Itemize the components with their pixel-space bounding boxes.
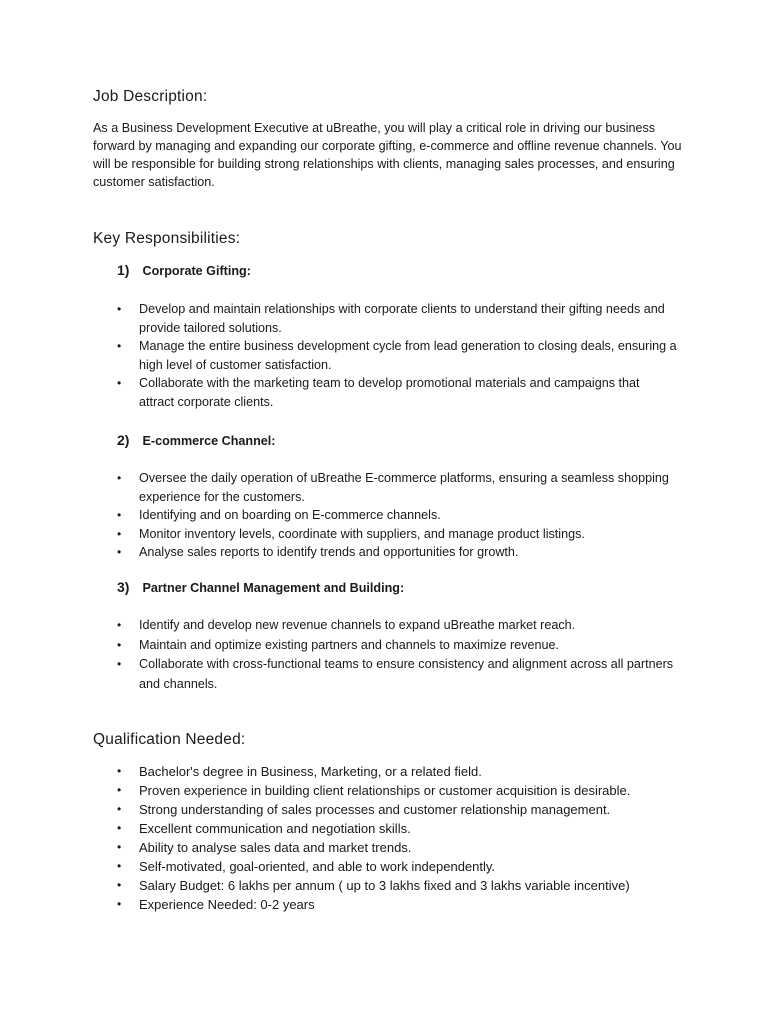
- bullet-icon: •: [117, 526, 122, 541]
- list-item: • Ability to analyse sales data and market trends.: [117, 840, 412, 855]
- list-item: • Salary Budget: 6 lakhs per annum ( up to 3 lakhs fixed and 3 lakhs variable incentive): [117, 878, 630, 893]
- bullet-icon: •: [117, 840, 122, 854]
- bullet-icon: •: [117, 376, 122, 390]
- list-item: • Bachelor's degree in Business, Marketing, or a related field.: [117, 764, 482, 779]
- qualification-heading: Qualification Needed:: [93, 731, 246, 748]
- list-item: • Collaborate with cross-functional teams to ensure consistency and alignment across all partners and channels.: [117, 657, 674, 691]
- job-description-heading: Job Description:: [93, 88, 208, 105]
- bullet-icon: •: [117, 339, 122, 353]
- section-2-title: [117, 432, 275, 448]
- list-item: • Analyse sales reports to identify trends and opportunities for growth.: [117, 543, 677, 562]
- list-item: • Monitor inventory levels, coordinate with suppliers, and manage product listings.: [117, 525, 677, 544]
- list-item: • Experience Needed: 0-2 years: [117, 897, 315, 912]
- bullet-icon: •: [117, 764, 122, 778]
- bullet-icon: •: [117, 637, 122, 652]
- section-title: Corporate Gifting:: [142, 264, 251, 278]
- bullet-icon: •: [117, 878, 122, 892]
- bullet-icon: •: [117, 302, 122, 316]
- bullet-icon: •: [117, 859, 122, 873]
- bullet-icon: •: [117, 821, 122, 835]
- list-item: • Strong understanding of sales processes and customer relationship management.: [117, 802, 611, 817]
- list-item: • Identify and develop new revenue channels to expand uBreathe market reach.: [117, 616, 677, 636]
- section-title: E-commerce Channel:: [142, 434, 276, 448]
- bullet-icon: •: [117, 657, 122, 671]
- bullet-icon: •: [117, 802, 122, 816]
- list-item: • Manage the entire business development cycle from lead generation to closing deals, ensuring a high level of customer satisfaction.: [117, 339, 677, 372]
- list-item: • Collaborate with the marketing team to develop promotional materials and campaigns that attract corporate clients.: [117, 376, 640, 409]
- bullet-icon: •: [117, 897, 122, 911]
- list-item: • Proven experience in building client relationships or customer acquisition is desirable.: [117, 783, 631, 798]
- section-title: Partner Channel Management and Building:: [142, 581, 405, 595]
- bullet-icon: •: [117, 545, 122, 559]
- section-1-title: [117, 262, 251, 278]
- list-item: • Develop and maintain relationships with corporate clients to understand their gifting needs and provide tailored solutions.: [117, 302, 665, 335]
- section-number: 3): [117, 579, 130, 595]
- section-number: 2): [117, 432, 130, 448]
- job-description-body: As a Business Development Executive at uBreathe, you will play a critical role in driving our business forward by managing and expanding our corporate gifting, e-commerce and offline revenue channels. You will be responsible for building strong relationships with clients, managing sales processes, and ensuring customer satisfaction.: [93, 121, 682, 189]
- bullet-icon: •: [117, 618, 122, 632]
- list-item: • Maintain and optimize existing partners and channels to maximize revenue.: [117, 636, 677, 656]
- section-3-title: [117, 579, 404, 595]
- list-item: • Identifying and on boarding on E-commerce channels.: [117, 506, 677, 525]
- list-item: • Excellent communication and negotiation skills.: [117, 821, 411, 836]
- list-item: • Self-motivated, goal-oriented, and able to work independently.: [117, 859, 496, 874]
- key-responsibilities-heading: Key Responsibilities:: [93, 230, 241, 247]
- section-2-list: [117, 469, 677, 562]
- section-1-list: [117, 300, 677, 411]
- list-item: • Oversee the daily operation of uBreathe E-commerce platforms, ensuring a seamless shopping experience for the customers.: [117, 471, 669, 504]
- bullet-icon: •: [117, 471, 122, 485]
- section-number: 1): [117, 262, 130, 278]
- qualification-list: [117, 762, 697, 914]
- section-3-list: [117, 616, 677, 694]
- bullet-icon: •: [117, 508, 122, 522]
- bullet-icon: •: [117, 783, 122, 797]
